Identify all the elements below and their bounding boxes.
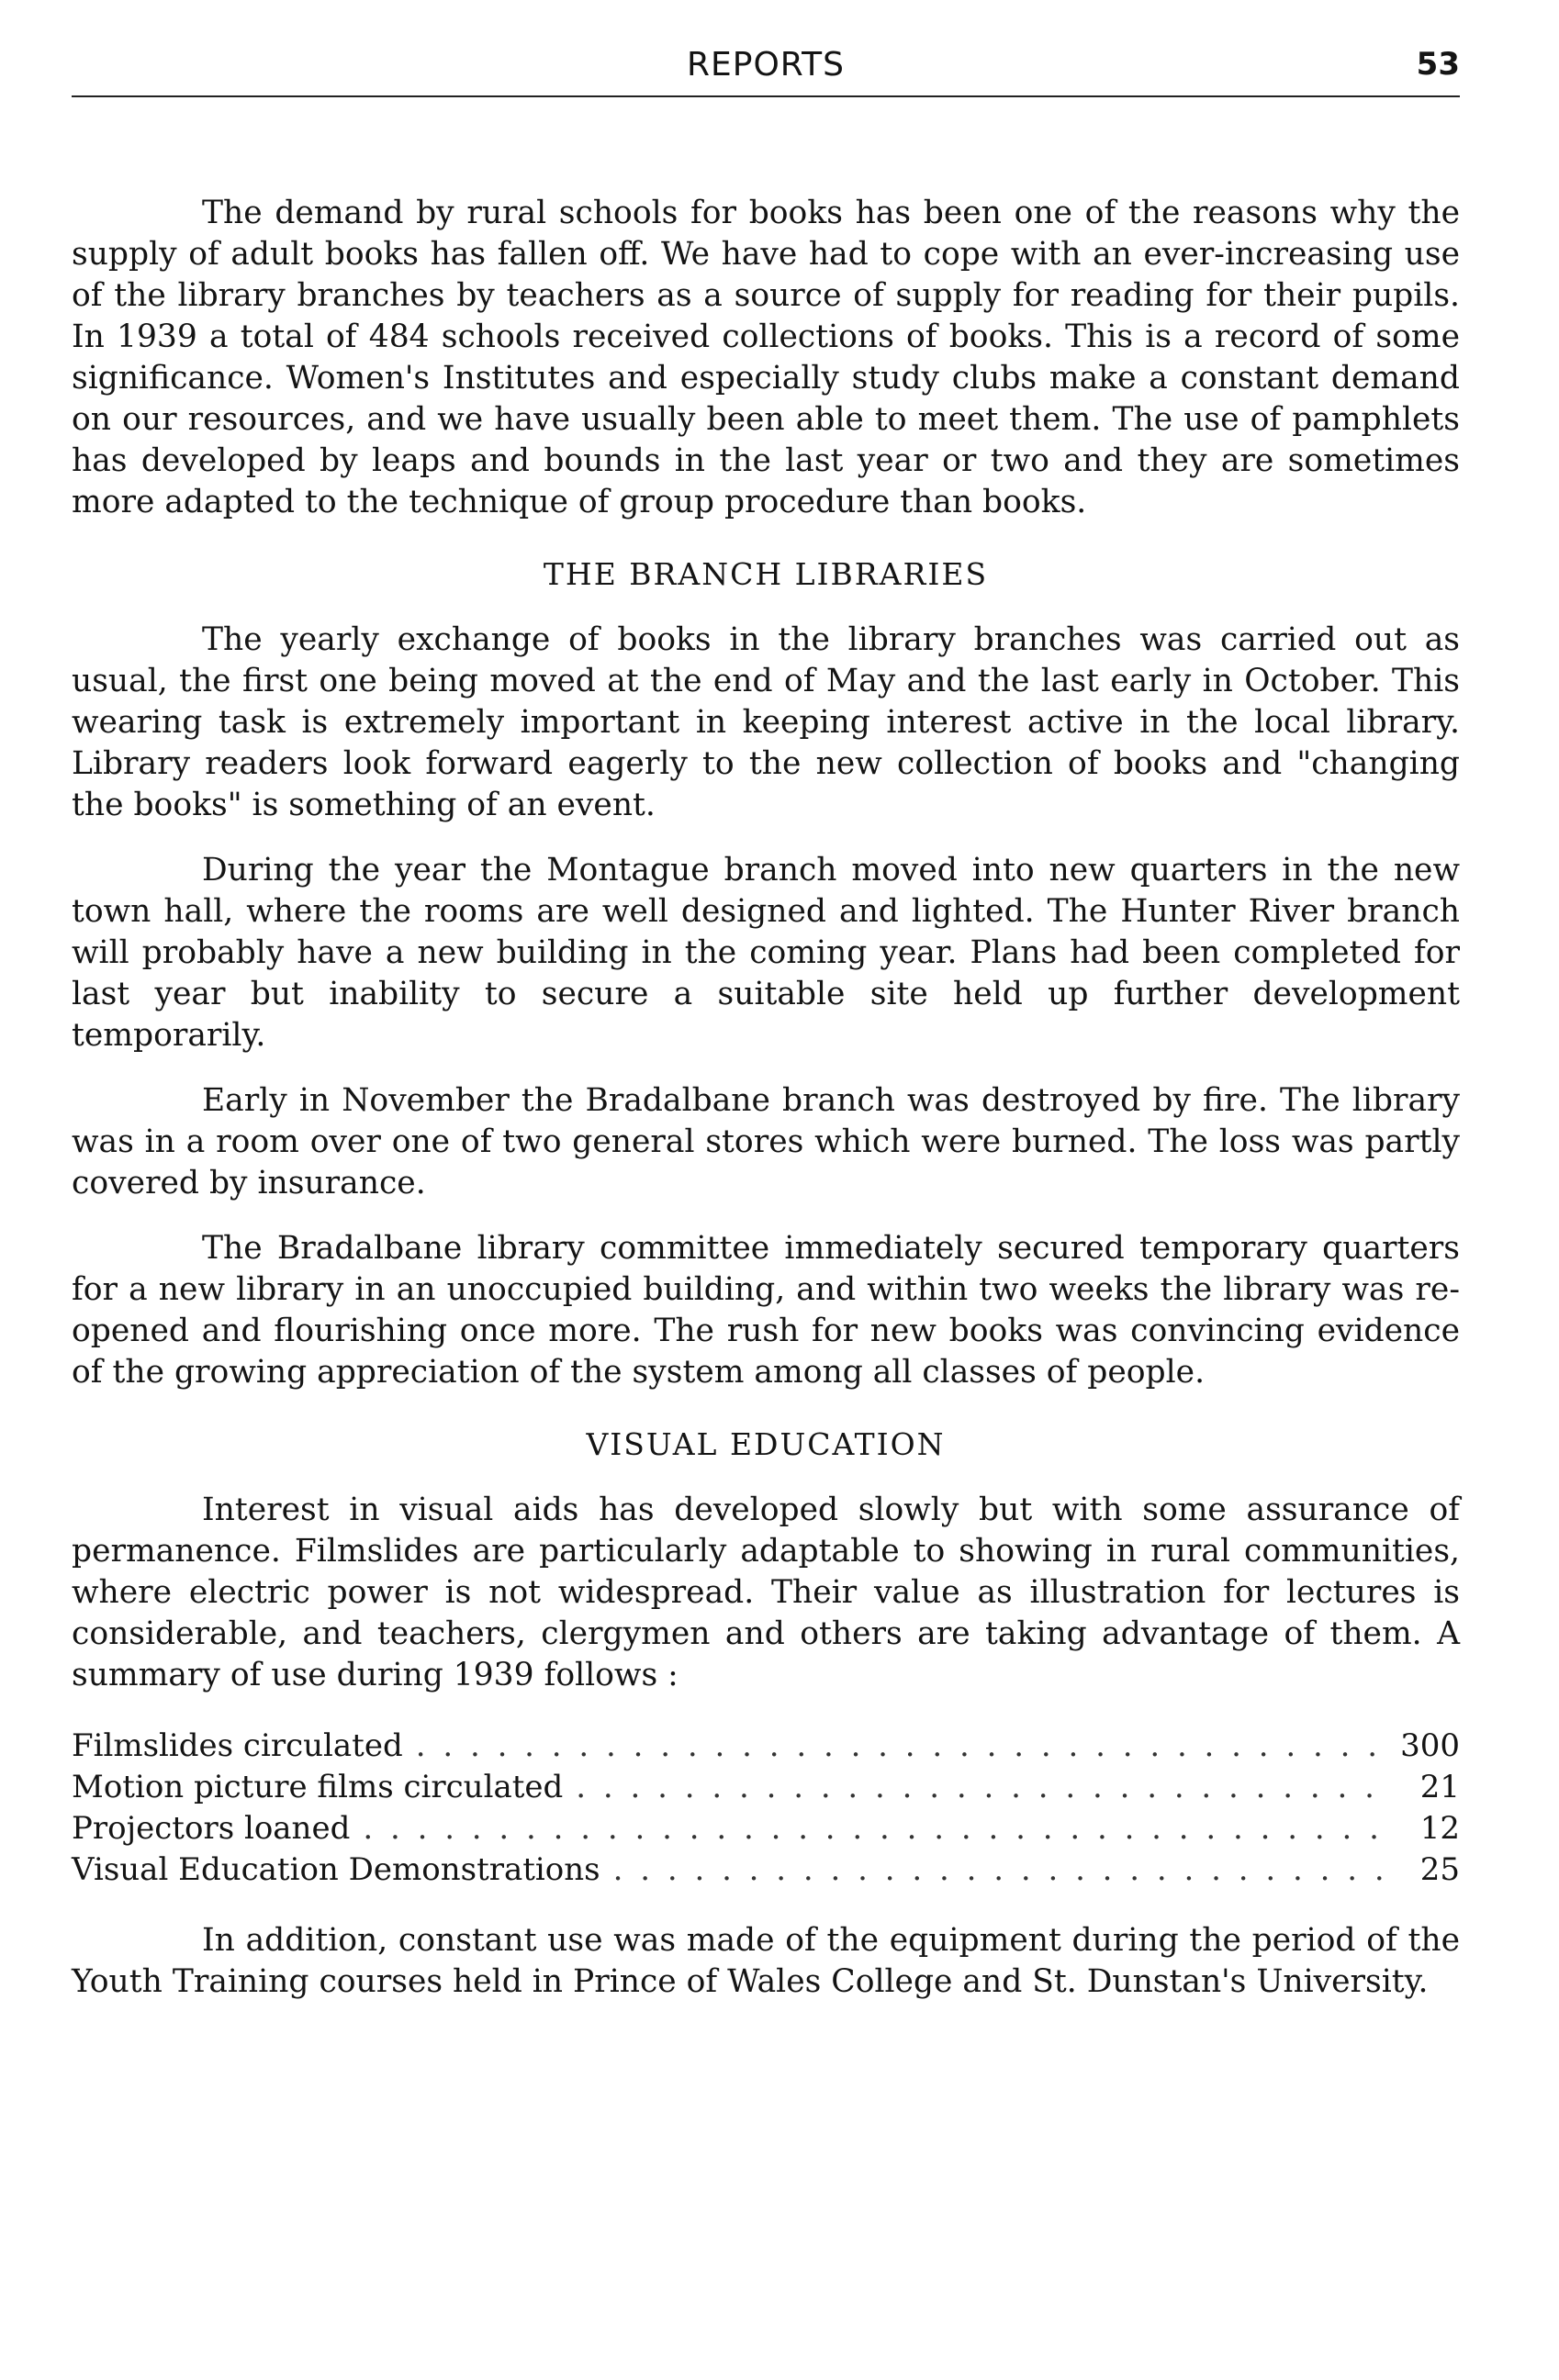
section-heading-branch-libraries: THE BRANCH LIBRARIES xyxy=(543,556,989,592)
summary-value: 25 xyxy=(1419,1851,1460,1888)
leader-dots xyxy=(613,1849,1383,1891)
summary-row xyxy=(72,1767,1460,1808)
summary-value: 21 xyxy=(1419,1769,1460,1805)
leader-dots xyxy=(363,1808,1383,1849)
leader-dots xyxy=(416,1726,1383,1767)
summary-row xyxy=(72,1808,1460,1849)
closing-paragraph: In addition, constant use was made of the equipment during the period of the Youth Training courses held in Prince of Wales College and St. Dunstan's University. xyxy=(72,1922,1460,2000)
summary-row xyxy=(72,1849,1460,1891)
visual-paragraph: Interest in visual aids has developed slowly but with some assurance of permanence. Filmslides are particularly adaptable to showing in rural communities, where electric power is not widespread. Their value as illustration for lectures is considerable, and teachers, clergymen and others are taking advantage of them. A summary of use during 1939 follows : xyxy=(72,1492,1460,1693)
summary-row xyxy=(72,1726,1460,1767)
branch-paragraph-1: The yearly exchange of books in the library branches was carried out as usual, the first one being moved at the end of May and the last early in October. This wearing task is extremely important in keeping interest active in the local library. Library readers look forward eagerly to the new collection of books and "changing the books" is something of an event. xyxy=(72,621,1460,823)
summary-value: 300 xyxy=(1400,1727,1460,1764)
branch-paragraph-3: Early in November the Bradalbane branch was destroyed by fire. The library was in a room over one of two general stores which were burned. The loss was partly covered by insurance. xyxy=(72,1082,1460,1201)
intro-paragraph: The demand by rural schools for books has been one of the reasons why the supply of adult books has fallen off. We have had to cope with an ever-increasing use of the library branches by teachers as a source of supply for reading for their pupils. In 1939 a total of 484 schools received collections of books. This is a record of some significance. Women's Institutes and especially study clubs make a constant demand on our resources, and we have usually been able to meet them. The use of pamphlets has developed by leaps and bounds in the last year or two and they are sometimes more adapted to the technique of group procedure than books. xyxy=(72,195,1460,520)
branch-paragraph-4: The Bradalbane library committee immediately secured temporary quarters for a new library in an unoccupied building, and within two weeks the library was re-opened and flourishing once more. The rush for new books was convincing evidence of the growing appreciation of the system among all classes of people. xyxy=(72,1230,1460,1391)
summary-label: Motion picture films circulated xyxy=(72,1769,564,1805)
usage-summary-list xyxy=(72,1726,1460,1891)
page-number: 53 xyxy=(1416,46,1460,83)
leader-dots xyxy=(576,1767,1383,1808)
section-heading-visual-education: VISUAL EDUCATION xyxy=(586,1426,946,1462)
summary-label: Visual Education Demonstrations xyxy=(72,1851,600,1888)
summary-label: Filmslides circulated xyxy=(72,1727,403,1764)
running-head-title: REPORTS xyxy=(686,46,846,84)
summary-label: Projectors loaned xyxy=(72,1810,351,1847)
page-header xyxy=(72,44,1460,97)
summary-value: 12 xyxy=(1419,1810,1460,1847)
branch-paragraph-2: During the year the Montague branch moved into new quarters in the new town hall, where the rooms are well designed and lighted. The Hunter River branch will probably have a new building in the coming year. Plans had been completed for last year but inability to secure a suitable site held up further development temporarily. xyxy=(72,852,1460,1054)
page xyxy=(72,44,1460,2003)
